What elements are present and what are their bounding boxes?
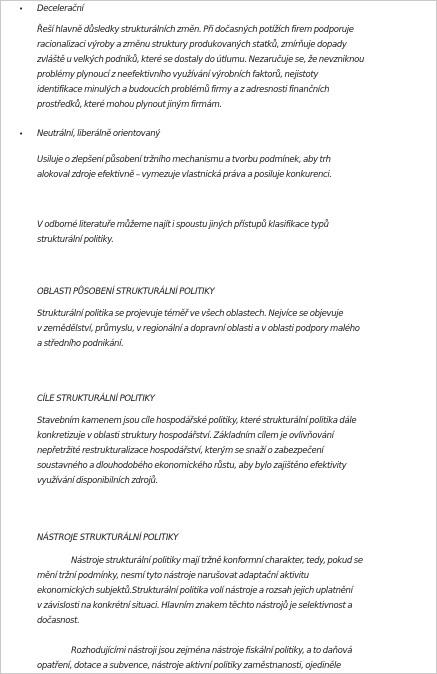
- text-line: Nástroje strukturální politiky mají tržně konformní charakter, tedy, pokud se: [71, 556, 363, 566]
- text-line: mění tržní podmínky, nesmí tyto nástroje narušovat adaptační aktivitu: [37, 571, 309, 581]
- text-line: strukturální politiky.: [37, 235, 114, 245]
- text-line: využívání disponibilních zdrojů.: [37, 476, 158, 486]
- section-body-nastroje-2: [37, 644, 429, 674]
- bullet-marker: •: [19, 5, 23, 13]
- text-line: Řeší hlavně důsledky strukturálních změn. Při dočasných potížích firem podporuje: [37, 25, 354, 35]
- bullet-body-decelerační: [37, 23, 429, 113]
- text-line: Strukturální politika se projevuje téměř ve všech oblastech. Nejvíce se objevuje: [37, 309, 344, 319]
- text-line: problémy plynoucí z neefektivního využívání výrobních faktorů, nejistoty: [37, 70, 319, 80]
- bullet-body-neutralni: [37, 153, 429, 183]
- bullet-title: Neutrální, liberálně orientovaný: [37, 129, 160, 139]
- section-heading-nastroje: NÁSTROJE STRUKTURÁLNÍ POLITIKY: [37, 533, 179, 543]
- text-line: alokoval zdroje efektivně – vymezuje vlastnická práva a posiluje konkurenci.: [37, 170, 332, 180]
- section-body-oblasti: [37, 307, 429, 352]
- text-line: Stavebním kamenem jsou cíle hospodářské politiky, které strukturální politika dále: [37, 416, 357, 426]
- text-line: v zemědělství, průmyslu, v regionální a dopravní oblasti a v oblasti podpory malého: [37, 324, 360, 334]
- section-heading-cile: CÍLE STRUKTURÁLNÍ POLITIKY: [37, 394, 155, 404]
- text-line: konkretizuje v oblasti struktury hospodářství. Základním cílem je ovlivňování: [37, 431, 334, 441]
- text-line: Usiluje o zlepšení působení tržního mechanismu a tvorbu podmínek, aby trh: [37, 155, 331, 165]
- section-body-cile: [37, 414, 429, 489]
- bullet-item-neutralni: [37, 127, 429, 142]
- text-line: soustavného a dlouhodobého ekonomického růstu, aby bylo zajištěno efektivity: [37, 461, 347, 471]
- section-body-nastroje-1: [37, 554, 429, 629]
- text-line: prostředků, které mohou plynout jiným firmám.: [37, 100, 222, 110]
- text-line: a středního podnikání.: [37, 339, 124, 349]
- bullet-marker: •: [19, 130, 23, 138]
- text-line: racionalizaci výroby a změnu struktury produkovaných statků, zmírňuje dopady: [37, 40, 347, 50]
- text-line: identifikace minulých a budoucích problémů firmy a z adresnosti finančních: [37, 85, 330, 95]
- intro-paragraph: [37, 218, 429, 248]
- text-line: V odborné literatuře můžeme najít i spoustu jiných přístupů klasifikace typů: [37, 220, 329, 230]
- text-line: zvláště u velkých podniků, které se dostaly do útlumu. Nezaručuje se, že nevzniknou: [37, 55, 365, 65]
- text-line: opatření, dotace a subvence, nástroje aktivní politiky zaměstnanosti, ojediněle: [37, 661, 341, 671]
- bullet-item-decelerační: [37, 2, 429, 17]
- bullet-title: Decelerační: [37, 4, 84, 14]
- text-line: dočasnost.: [37, 616, 80, 626]
- text-line: ekonomických subjektů.Strukturální politika volí nástroje a rozsah jejich uplatnění: [37, 586, 353, 596]
- text-line: v závislosti na konkrétní situaci. Hlavním znakem těchto nástrojů je selektivnost a: [37, 601, 353, 611]
- text-line: nepřetržité restrukturalizace hospodářství, kterým se snaží o zabezpečení: [37, 446, 324, 456]
- section-heading-oblasti: OBLASTI PŮSOBENÍ STRUKTURÁLNÍ POLITIKY: [37, 287, 215, 297]
- text-line: Rozhodujícími nástroji jsou zejména nástroje fiskální politiky, a to daňová: [71, 646, 353, 656]
